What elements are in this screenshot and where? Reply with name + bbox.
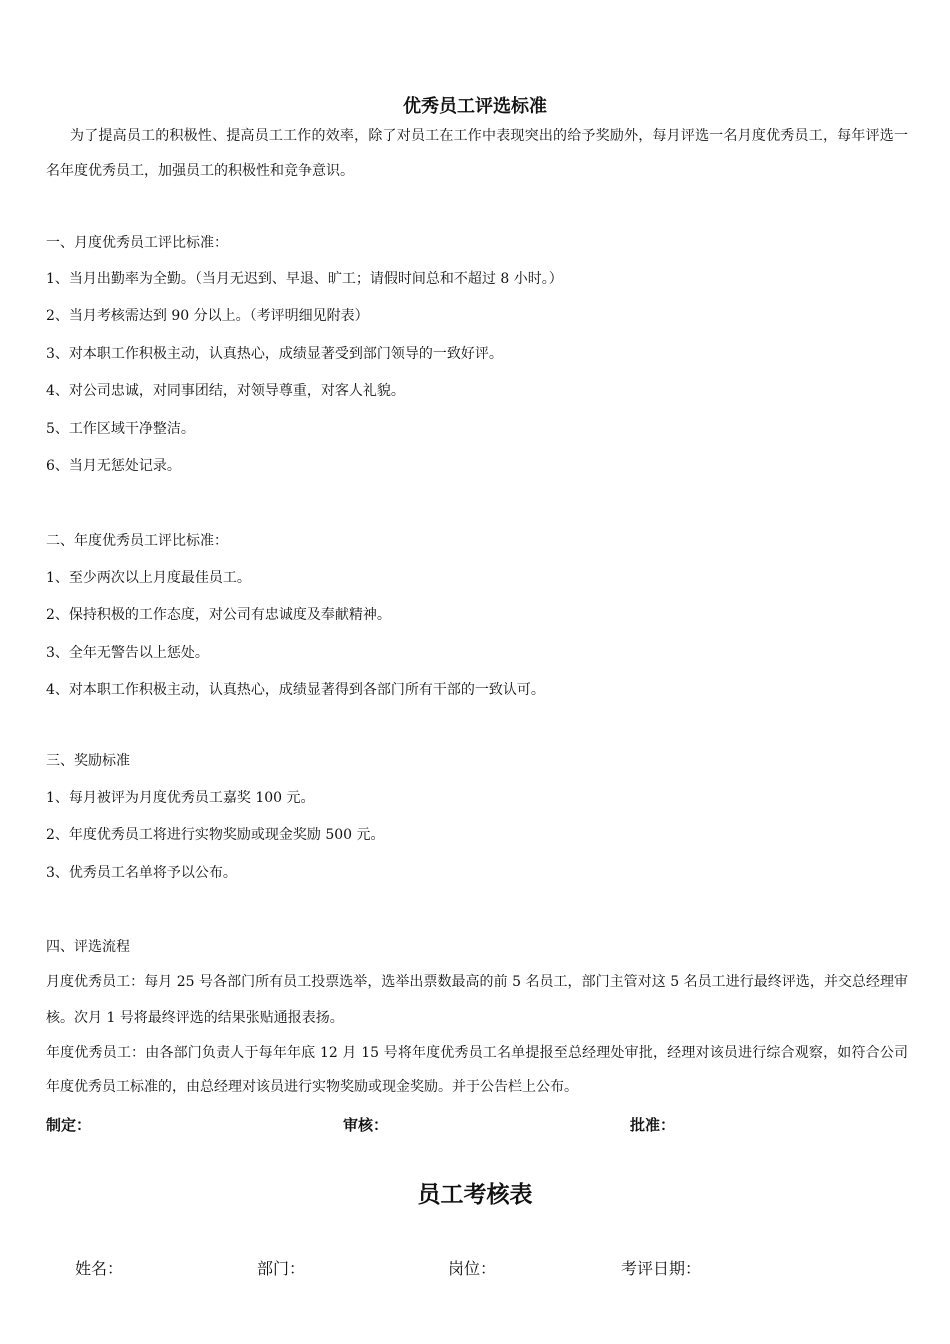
prepared-by-label: 制定： bbox=[46, 1116, 92, 1134]
annual-item: 4、对本职工作积极主动，认真热心，成绩显著得到各部门所有干部的一致认可。 bbox=[46, 682, 545, 698]
monthly-heading: 一、月度优秀员工评比标准： bbox=[46, 235, 228, 251]
monthly-item: 1、当月出勤率为全勤。（当月无迟到、早退、旷工；请假时间总和不超过 8 小时。） bbox=[46, 271, 563, 287]
reward-item: 2、年度优秀员工将进行实物奖励或现金奖励 500 元。 bbox=[46, 827, 385, 843]
monthly-item: 5、工作区域干净整洁。 bbox=[46, 421, 195, 437]
approved-by-label: 批准： bbox=[630, 1116, 676, 1134]
monthly-item: 6、当月无惩处记录。 bbox=[46, 458, 181, 474]
annual-heading: 二、年度优秀员工评比标准： bbox=[46, 533, 228, 549]
reward-item: 1、每月被评为月度优秀员工嘉奖 100 元。 bbox=[46, 790, 315, 806]
process-heading: 四、评选流程 bbox=[46, 939, 130, 955]
review-date-field-label: 考评日期： bbox=[621, 1259, 702, 1278]
monthly-item: 4、对公司忠诚，对同事团结，对领导尊重，对客人礼貌。 bbox=[46, 383, 405, 399]
name-field-label: 姓名： bbox=[75, 1259, 124, 1278]
document-title: 优秀员工评选标准 bbox=[403, 96, 547, 117]
position-field-label: 岗位： bbox=[448, 1259, 497, 1278]
annual-item: 1、至少两次以上月度最佳员工。 bbox=[46, 570, 251, 586]
monthly-item: 3、对本职工作积极主动，认真热心，成绩显著受到部门领导的一致好评。 bbox=[46, 346, 503, 362]
reviewed-by-label: 审核： bbox=[343, 1116, 389, 1134]
form-title: 员工考核表 bbox=[417, 1182, 533, 1208]
reward-heading: 三、奖励标准 bbox=[46, 753, 130, 769]
process-monthly-paragraph: 月度优秀员工：每月 25 号各部门所有员工投票选举，选举出票数最高的前 5 名员工，部门主管对这 5 名员工进行最终评选，并交总经理审核。次月 1 号将最终评选的结果张贴通报表扬。 bbox=[46, 974, 908, 1026]
reward-item: 3、优秀员工名单将予以公布。 bbox=[46, 865, 237, 881]
process-annual-paragraph: 年度优秀员工：由各部门负责人于每年年底 12 月 15 号将年度优秀员工名单提报至总经理处审批，经理对该员进行综合观察，如符合公司年度优秀员工标准的，由总经理对该员进行实物奖励或现金奖励。并于公告栏上公布。 bbox=[46, 1045, 908, 1095]
department-field-label: 部门： bbox=[257, 1259, 306, 1278]
intro-paragraph: 为了提高员工的积极性、提高员工工作的效率，除了对员工在工作中表现突出的给予奖励外，每月评选一名月度优秀员工，每年评选一名年度优秀员工，加强员工的积极性和竞争意识。 bbox=[46, 128, 908, 179]
annual-item: 3、全年无警告以上惩处。 bbox=[46, 645, 209, 661]
monthly-item: 2、当月考核需达到 90 分以上。（考评明细见附表） bbox=[46, 308, 369, 324]
annual-item: 2、保持积极的工作态度，对公司有忠诚度及奉献精神。 bbox=[46, 607, 391, 623]
